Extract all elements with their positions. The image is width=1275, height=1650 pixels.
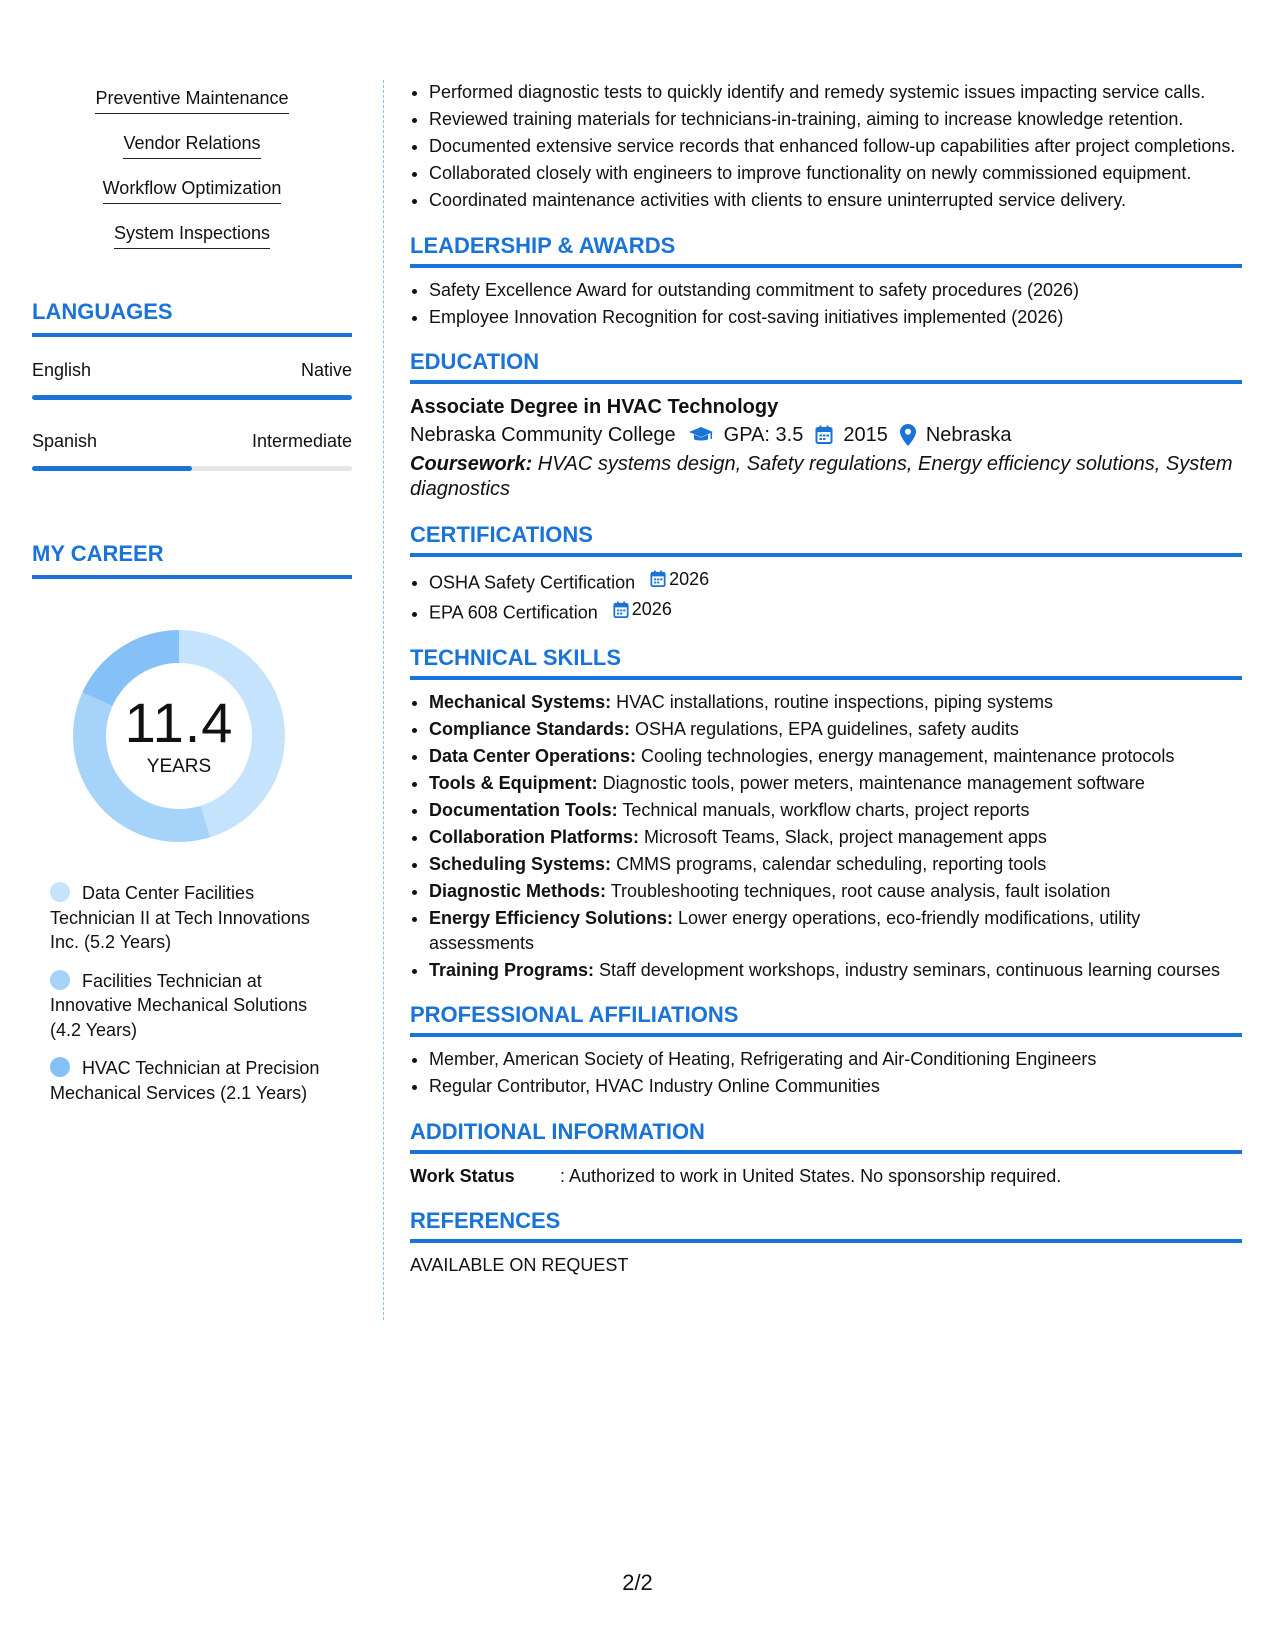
language-proficiency-fill bbox=[32, 395, 352, 400]
skill-value: Staff development workshops, industry seminars, continuous learning courses bbox=[594, 959, 1221, 980]
skill-label: Training Programs: bbox=[429, 959, 595, 980]
skill-value: CMMS programs, calendar scheduling, reporting tools bbox=[611, 854, 1047, 874]
certifications-list bbox=[410, 567, 1242, 625]
list-item: • Documented extensive service records that enhanced follow-up capabilities after project completions. bbox=[429, 134, 1242, 159]
technical-skills-list bbox=[410, 690, 1242, 982]
language-level: Native bbox=[300, 360, 352, 380]
skill-label: Compliance Standards: bbox=[429, 719, 631, 739]
skill-label: Energy Efficiency Solutions: bbox=[429, 908, 674, 928]
skill-tags bbox=[32, 85, 352, 265]
additional-info-heading: ADDITIONAL INFORMATION bbox=[410, 1119, 1242, 1154]
language-proficiency-bar bbox=[32, 466, 352, 471]
skill-tag: Workflow Optimization bbox=[103, 175, 282, 204]
leadership-list bbox=[410, 278, 1242, 330]
skill-tag: Vendor Relations bbox=[123, 130, 260, 159]
legend-dot-icon bbox=[50, 882, 70, 902]
calendar-icon bbox=[650, 570, 666, 588]
calendar-icon bbox=[613, 601, 629, 619]
career-section bbox=[32, 541, 352, 1105]
career-legend-label: Data Center Facilities Technician II at Tech Innovations Inc. (5.2 Years) bbox=[50, 883, 310, 952]
list-item bbox=[429, 597, 1242, 625]
career-total-unit: YEARS bbox=[146, 756, 212, 777]
career-legend-label: Facilities Technician at Innovative Mechanical Solutions (4.2 Years) bbox=[50, 970, 308, 1040]
list-item bbox=[429, 690, 1242, 715]
list-item bbox=[429, 744, 1242, 769]
technical-skills-heading: TECHNICAL SKILLS bbox=[410, 645, 1242, 680]
skill-label: Diagnostic Methods: bbox=[429, 881, 607, 901]
career-legend bbox=[50, 881, 340, 1105]
education-school: Nebraska Community College bbox=[410, 424, 676, 446]
list-item bbox=[429, 798, 1242, 823]
skill-value: HVAC installations, routine inspections, piping systems bbox=[611, 692, 1053, 712]
leadership-heading: LEADERSHIP & AWARDS bbox=[410, 233, 1242, 268]
affiliations-list bbox=[410, 1047, 1242, 1099]
education-degree: Associate Degree in HVAC Technology bbox=[410, 396, 779, 418]
list-item bbox=[429, 567, 1242, 595]
language-proficiency-fill bbox=[32, 466, 192, 471]
references-text: AVAILABLE ON REQUEST bbox=[410, 1254, 629, 1275]
skill-label: Collaboration Platforms: bbox=[429, 827, 640, 847]
list-item: • Regular Contributor, HVAC Industry Online Communities bbox=[429, 1074, 1242, 1099]
career-legend-item bbox=[50, 969, 340, 1043]
list-item: • Employee Innovation Recognition for cost-saving initiatives implemented (2026) bbox=[429, 305, 1242, 330]
list-item bbox=[429, 771, 1242, 796]
languages-heading: LANGUAGES bbox=[32, 299, 352, 337]
career-legend-item bbox=[50, 881, 340, 955]
certification-year: 2026 bbox=[631, 599, 672, 620]
skill-value: Troubleshooting techniques, root cause analysis, fault isolation bbox=[606, 881, 1111, 901]
coursework-text: HVAC systems design, Safety regulations, Energy efficiency solutions, System diagnostics bbox=[410, 453, 1233, 500]
skill-value: Cooling technologies, energy management, maintenance protocols bbox=[636, 746, 1175, 766]
skill-label: Scheduling Systems: bbox=[429, 854, 612, 874]
list-item: • Reviewed training materials for technicians-in-training, aiming to increase knowledge retention. bbox=[429, 107, 1242, 132]
legend-dot-icon bbox=[50, 1057, 70, 1077]
skill-value: Lower energy operations, eco-friendly modifications, utility assessments bbox=[429, 908, 1141, 953]
language-row bbox=[32, 430, 352, 471]
list-item: • Safety Excellence Award for outstanding commitment to safety procedures (2026) bbox=[429, 278, 1242, 303]
education-details bbox=[410, 420, 1242, 450]
skill-value: Microsoft Teams, Slack, project management apps bbox=[639, 827, 1047, 847]
language-row bbox=[32, 359, 352, 400]
education-gpa: GPA: 3.5 bbox=[723, 424, 804, 446]
career-donut-chart bbox=[66, 623, 292, 849]
experience-bullets bbox=[410, 80, 1242, 213]
main-column bbox=[410, 80, 1242, 1277]
list-item bbox=[429, 717, 1242, 742]
list-item: • Collaborated closely with engineers to improve functionality on newly commissioned equipment. bbox=[429, 161, 1242, 186]
language-proficiency-bar bbox=[32, 395, 352, 400]
certification-name: EPA 608 Certification bbox=[429, 602, 598, 623]
graduation-cap-icon bbox=[688, 426, 714, 444]
language-level: Intermediate bbox=[251, 431, 352, 451]
list-item bbox=[429, 825, 1242, 850]
education-coursework bbox=[410, 452, 1242, 502]
list-item bbox=[429, 906, 1242, 955]
languages-section bbox=[32, 299, 352, 471]
career-total-years: 11.4 bbox=[124, 691, 234, 754]
legend-dot-icon bbox=[50, 970, 70, 990]
skill-value: OSHA regulations, EPA guidelines, safety audits bbox=[630, 719, 1019, 739]
work-status-label: Work Status bbox=[410, 1165, 515, 1186]
list-item: • Coordinated maintenance activities with clients to ensure uninterrupted service delivery. bbox=[429, 188, 1242, 213]
list-item: • Member, American Society of Heating, Refrigerating and Air-Conditioning Engineers bbox=[429, 1047, 1242, 1072]
career-heading: MY CAREER bbox=[32, 541, 352, 579]
skill-tag: System Inspections bbox=[114, 220, 270, 249]
skill-value: Diagnostic tools, power meters, maintenance management software bbox=[597, 773, 1145, 793]
list-item bbox=[429, 958, 1242, 983]
skill-label: Data Center Operations: bbox=[429, 746, 637, 766]
career-legend-label: HVAC Technician at Precision Mechanical Services (2.1 Years) bbox=[50, 1058, 320, 1103]
column-divider bbox=[383, 80, 384, 1320]
page-number: 2/2 bbox=[622, 1570, 653, 1595]
coursework-label: Coursework: bbox=[410, 453, 533, 475]
work-status-value: : Authorized to work in United States. No sponsorship required. bbox=[560, 1165, 1062, 1186]
work-status-row bbox=[410, 1164, 1242, 1188]
skill-label: Mechanical Systems: bbox=[429, 692, 612, 712]
language-name: English bbox=[32, 360, 92, 380]
certification-year: 2026 bbox=[669, 569, 710, 589]
certification-name: OSHA Safety Certification bbox=[429, 572, 636, 593]
calendar-icon bbox=[815, 425, 833, 445]
education-location: Nebraska bbox=[925, 424, 1012, 446]
certifications-heading: CERTIFICATIONS bbox=[410, 522, 1242, 557]
list-item bbox=[429, 852, 1242, 877]
list-item bbox=[429, 879, 1242, 904]
skill-tag: Preventive Maintenance bbox=[95, 85, 288, 114]
skill-value: Technical manuals, workflow charts, project reports bbox=[617, 800, 1030, 820]
location-pin-icon bbox=[900, 424, 916, 446]
list-item: • Performed diagnostic tests to quickly identify and remedy systemic issues impacting service calls. bbox=[429, 80, 1242, 105]
education-heading: EDUCATION bbox=[410, 349, 1242, 384]
affiliations-heading: PROFESSIONAL AFFILIATIONS bbox=[410, 1002, 1242, 1037]
skill-label: Documentation Tools: bbox=[429, 800, 618, 820]
skill-label: Tools & Equipment: bbox=[429, 773, 598, 793]
education-year: 2015 bbox=[843, 424, 888, 446]
language-name: Spanish bbox=[32, 431, 98, 451]
career-legend-item bbox=[50, 1056, 340, 1105]
references-heading: REFERENCES bbox=[410, 1208, 1242, 1243]
sidebar bbox=[32, 85, 352, 1119]
